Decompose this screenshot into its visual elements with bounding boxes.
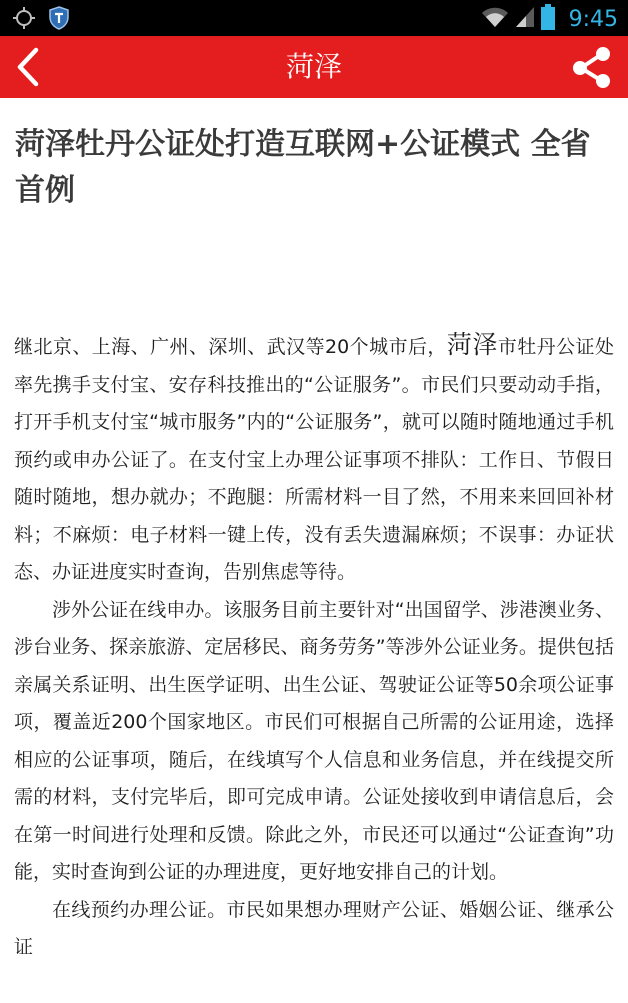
status-bar-right: [481, 4, 618, 34]
signal-icon: [515, 5, 535, 33]
paragraph-1-lead: 继北京、上海、广州、深圳、武汉等20个城市后，: [14, 336, 447, 358]
article-title: 菏泽牡丹公证处打造互联网+公证模式 全省首例: [15, 127, 591, 208]
page-title: 菏泽: [285, 50, 342, 83]
status-bar-left: [12, 6, 70, 34]
crosshair-icon: [12, 6, 36, 34]
paragraph-1-rest: 市牡丹公证处率先携手支付宝、安存科技推出的“公证服务”。市民们只要动动手指，打开手机支付宝“城市服务”内的“公证服务”，就可以随时随地通过手机预约或申办公证了。在支付宝上办理公证事项不排队：工作日、节假日随时随地，想办就办；不跑腿：所需材料一目了然，不用来来回回补材料；不麻烦：电子材料一键上传，没有丢失遗漏麻烦；不误事：办证状态、办证进度实时查询，告别焦虑等待。: [14, 336, 614, 583]
article-content[interactable]: [0, 98, 628, 1003]
shield-icon: [48, 6, 70, 34]
paragraph-1-emphasis: 菏泽: [446, 330, 498, 359]
status-bar: [0, 0, 628, 36]
wifi-icon: [481, 5, 509, 33]
article-paragraph-3: 在线预约办理公证。市民如果想办理财产公证、婚姻公证、继承公证: [14, 898, 614, 958]
status-time: 9:45: [568, 6, 618, 32]
share-button[interactable]: [570, 44, 614, 90]
article-body: [14, 326, 614, 967]
article-paragraph-2: 涉外公证在线申办。该服务目前主要针对“出国留学、涉港澳业务、涉台业务、探亲旅游、定居移民、商务劳务”等涉外公证业务。提供包括亲属关系证明、出生医学证明、出生公证、驾驶证公证等50余项公证事项，覆盖近200个国家地区。市民们可根据自己所需的公证用途，选择相应的公证事项，随后，在线填写个人信息和业务信息，并在线提交所需的材料，支付完毕后，即可完成申请。公证处接收到申请信息后，会在第一时间进行处理和反馈。除此之外，市民还可以通过“公证查询”功能，实时查询到公证的办理进度，更好地安排自己的计划。: [14, 598, 614, 883]
share-icon: [570, 75, 614, 94]
battery-icon: [541, 4, 555, 34]
article-paragraph-1: [14, 326, 614, 592]
app-header: [0, 36, 628, 98]
